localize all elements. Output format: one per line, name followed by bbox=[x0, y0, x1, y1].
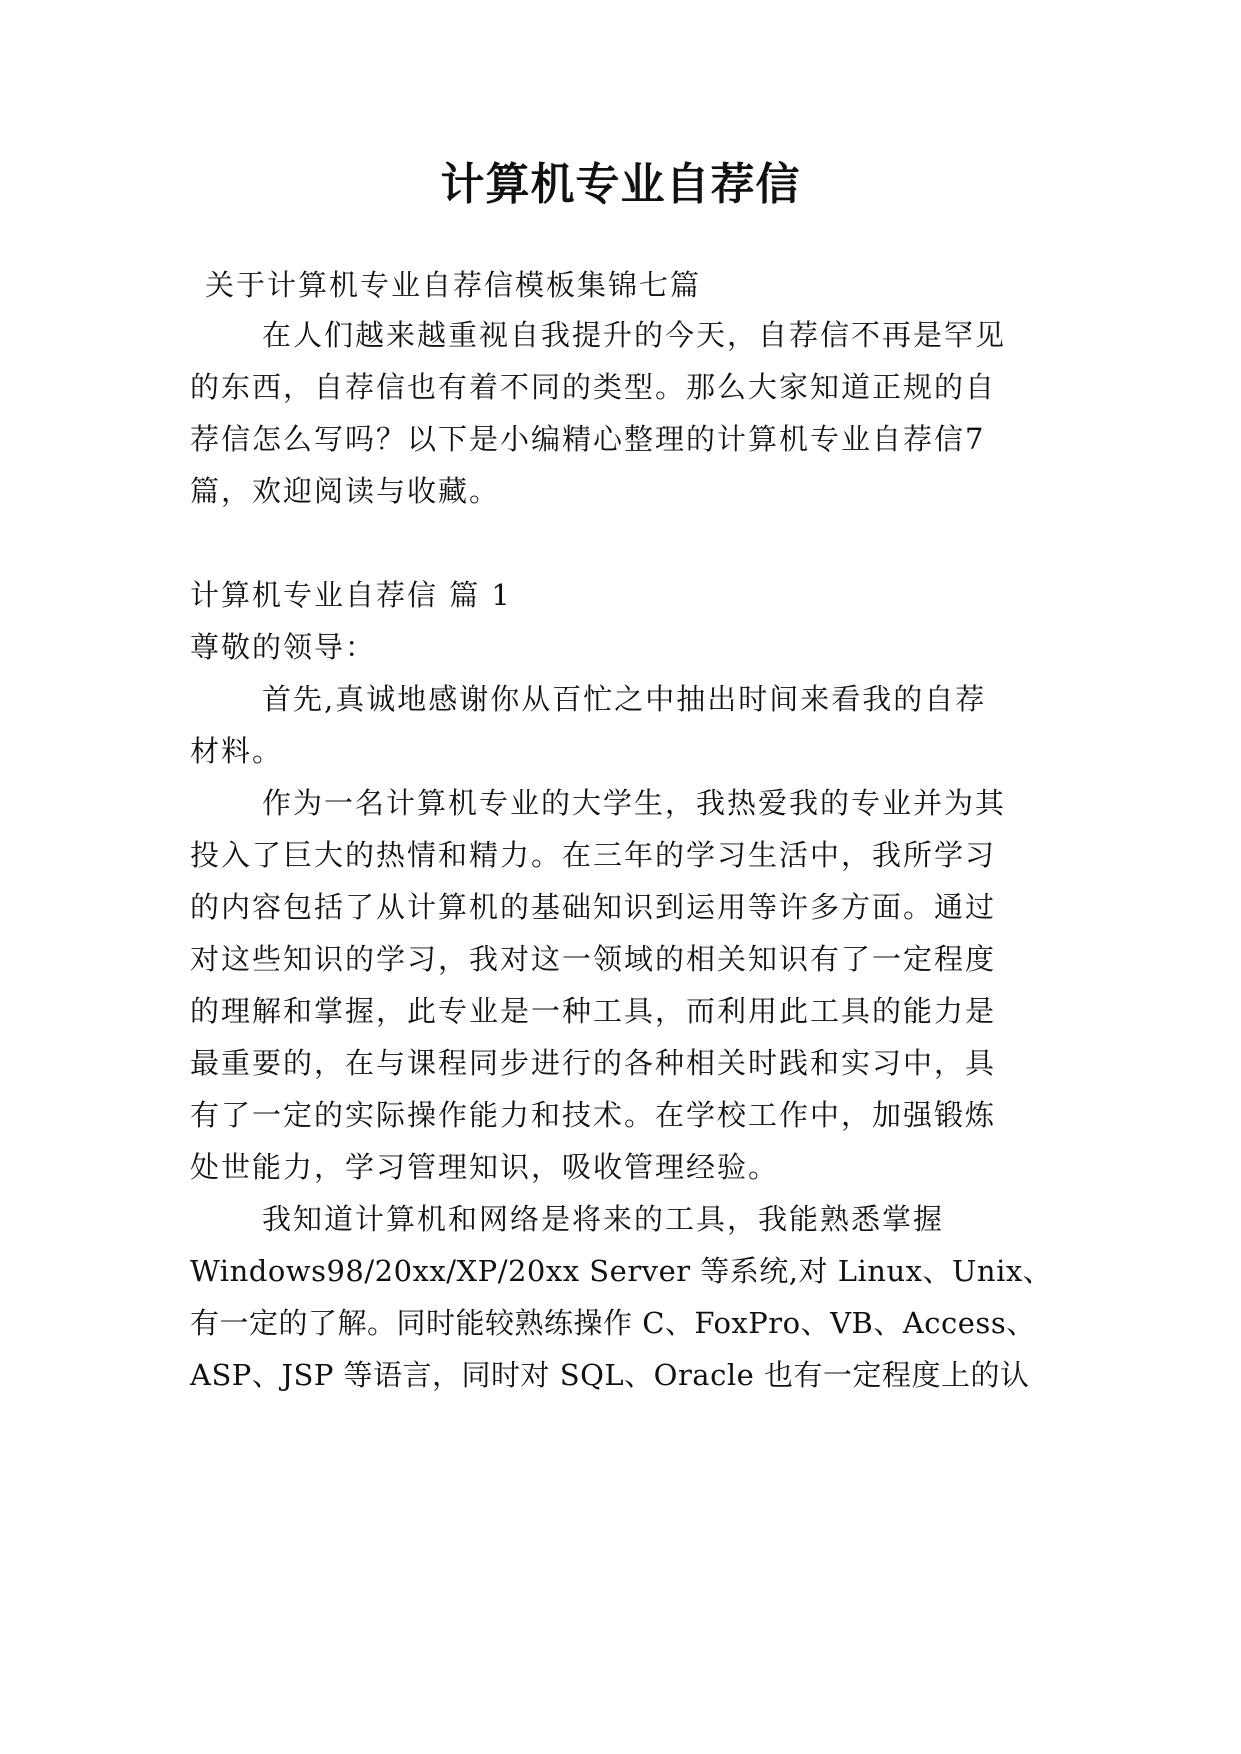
paragraph-line: 材料。 bbox=[190, 734, 284, 768]
paragraph-line: 投入了巨大的热情和精力。在三年的学习生活中，我所学习 bbox=[190, 838, 997, 872]
intro-line: 的东西，自荐信也有着不同的类型。那么大家知道正规的自 bbox=[190, 370, 997, 404]
paragraph-line: 有一定的了解。同时能较熟练操作 C、FoxPro、VB、Access、 bbox=[190, 1306, 1036, 1340]
intro-line: 篇，欢迎阅读与收藏。 bbox=[190, 474, 501, 508]
paragraph-line: ASP、JSP 等语言，同时对 SQL、Oracle 也有一定程度上的认 bbox=[190, 1358, 1030, 1392]
intro-line: 在人们越来越重视自我提升的今天，自荐信不再是罕见 bbox=[262, 318, 1007, 352]
document-title: 计算机专业自荐信 bbox=[440, 159, 801, 210]
paragraph-line: 最重要的，在与课程同步进行的各种相关时践和实习中，具 bbox=[190, 1046, 997, 1080]
intro-line: 荐信怎么写吗？以下是小编精心整理的计算机专业自荐信7 bbox=[190, 422, 986, 456]
paragraph-line: 处世能力，学习管理知识，吸收管理经验。 bbox=[190, 1150, 780, 1184]
section-heading: 计算机专业自荐信 篇 1 bbox=[190, 578, 512, 612]
paragraph-line: 的理解和掌握，此专业是一种工具，而利用此工具的能力是 bbox=[190, 994, 997, 1028]
salutation: 尊敬的领导： bbox=[190, 630, 377, 664]
paragraph-line: 我知道计算机和网络是将来的工具，我能熟悉掌握 bbox=[262, 1202, 945, 1236]
paragraph-line: Windows98/20xx/XP/20xx Server 等系统,对 Linux、Unix、 bbox=[190, 1254, 1053, 1288]
document-subtitle: 关于计算机专业自荐信模板集锦七篇 bbox=[205, 268, 702, 302]
paragraph-line: 的内容包括了从计算机的基础知识到运用等许多方面。通过 bbox=[190, 890, 997, 924]
paragraph-line: 作为一名计算机专业的大学生，我热爱我的专业并为其 bbox=[262, 786, 1007, 820]
paragraph-line: 有了一定的实际操作能力和技术。在学校工作中，加强锻炼 bbox=[190, 1098, 997, 1132]
paragraph-line: 首先,真诚地感谢你从百忙之中抽出时间来看我的自荐 bbox=[262, 682, 987, 716]
paragraph-line: 对这些知识的学习，我对这一领域的相关知识有了一定程度 bbox=[190, 942, 997, 976]
